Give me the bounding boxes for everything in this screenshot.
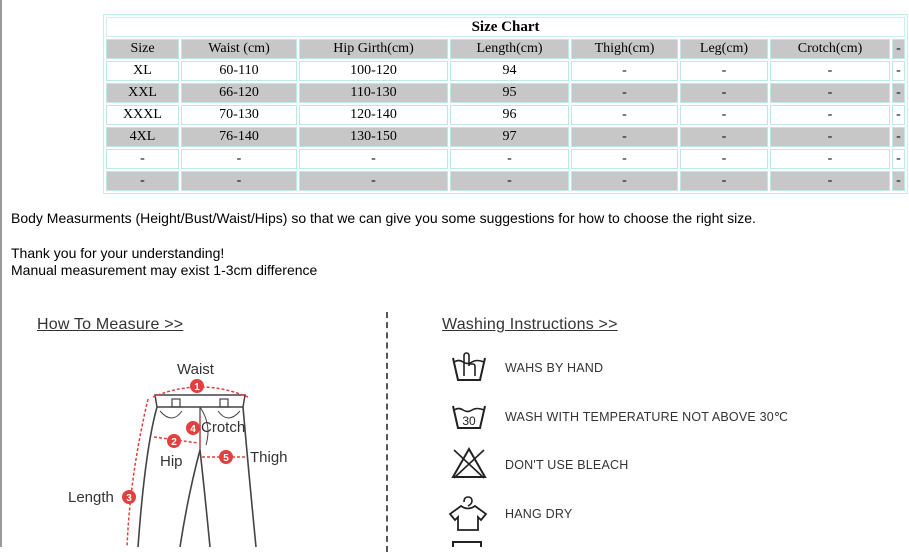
table-row	[106, 149, 905, 169]
table-cell: -	[450, 171, 569, 191]
table-row	[106, 127, 905, 147]
marker-1: 1	[194, 382, 200, 393]
marker-4: 4	[190, 424, 196, 435]
table-cell: -	[770, 149, 890, 169]
table-cell: -	[892, 171, 905, 191]
table-cell: -	[571, 149, 678, 169]
size-chart-header-cell: Hip Girth(cm)	[299, 39, 448, 59]
table-cell: -	[892, 127, 905, 147]
table-cell: -	[770, 61, 890, 81]
table-cell: 130-150	[299, 127, 448, 147]
table-cell: -	[181, 171, 297, 191]
table-cell: 96	[450, 105, 569, 125]
table-cell: -	[892, 61, 905, 81]
wash-label-temperature: WASH WITH TEMPERATURE NOT ABOVE 30℃	[505, 410, 789, 424]
wash-30-text: 30	[462, 414, 476, 428]
size-chart-header-cell: Waist (cm)	[181, 39, 297, 59]
table-cell: XXL	[106, 83, 179, 103]
table-cell: -	[680, 149, 768, 169]
table-cell: -	[450, 149, 569, 169]
size-chart-header-cell: Leg(cm)	[680, 39, 768, 59]
size-chart-table	[103, 14, 908, 194]
waist-label: Waist	[177, 361, 214, 378]
wash-label-hand: WAHS BY HAND	[505, 361, 604, 375]
wash-label-bleach: DON'T USE BLEACH	[505, 458, 629, 472]
table-cell: -	[680, 61, 768, 81]
hand-wash-icon	[450, 350, 488, 389]
difference-note: Manual measurement may exist 1-3cm difference	[11, 262, 318, 278]
crotch-label: Crotch	[201, 419, 246, 436]
table-cell: -	[106, 171, 179, 191]
table-cell: -	[680, 127, 768, 147]
table-cell: -	[571, 127, 678, 147]
marker-5: 5	[223, 453, 229, 464]
table-cell: -	[892, 105, 905, 125]
table-cell: -	[892, 83, 905, 103]
no-bleach-icon	[450, 446, 488, 485]
table-cell: -	[571, 83, 678, 103]
marker-3: 3	[126, 493, 132, 504]
body-measurements-note: Body Measurments (Height/Bust/Waist/Hips) so that we can give you some suggestions for how to choose the right size.	[11, 210, 756, 226]
table-cell: -	[770, 83, 890, 103]
table-cell: -	[680, 171, 768, 191]
table-cell: 95	[450, 83, 569, 103]
marker-2: 2	[171, 437, 177, 448]
left-border	[0, 0, 2, 547]
table-row	[106, 83, 905, 103]
table-cell: 94	[450, 61, 569, 81]
table-cell: -	[299, 149, 448, 169]
table-row	[106, 105, 905, 125]
table-row	[106, 171, 905, 191]
size-chart-header-cell: Thigh(cm)	[571, 39, 678, 59]
table-cell: -	[770, 105, 890, 125]
hip-label: Hip	[160, 453, 183, 470]
table-cell: -	[770, 171, 890, 191]
table-cell: -	[299, 171, 448, 191]
table-cell: 4XL	[106, 127, 179, 147]
table-cell: -	[680, 105, 768, 125]
wash-30-icon	[450, 398, 488, 437]
size-chart-title: Size Chart	[106, 17, 905, 37]
table-cell: 60-110	[181, 61, 297, 81]
how-to-measure-title: How To Measure >>	[37, 316, 184, 333]
size-chart-header-cell: Crotch(cm)	[770, 39, 890, 59]
size-chart-header-cell: Length(cm)	[450, 39, 569, 59]
table-cell: -	[571, 105, 678, 125]
table-cell: -	[571, 171, 678, 191]
section-divider	[386, 312, 388, 552]
table-cell: -	[680, 83, 768, 103]
table-cell: XL	[106, 61, 179, 81]
size-chart-header-cell: -	[892, 39, 905, 59]
thanks-note: Thank you for your understanding!	[11, 245, 225, 261]
table-row	[106, 61, 905, 81]
table-cell: 76-140	[181, 127, 297, 147]
table-cell: XXXL	[106, 105, 179, 125]
length-label: Length	[68, 489, 114, 506]
table-cell: 66-120	[181, 83, 297, 103]
table-cell: -	[571, 61, 678, 81]
wash-label-hang: HANG DRY	[505, 507, 573, 521]
table-cell: 100-120	[299, 61, 448, 81]
table-cell: 110-130	[299, 83, 448, 103]
hang-dry-icon	[448, 494, 488, 537]
table-cell: -	[181, 149, 297, 169]
table-cell: 97	[450, 127, 569, 147]
size-chart-header-row	[106, 39, 905, 59]
washing-instructions-title: Washing Instructions >>	[442, 316, 618, 333]
table-cell: 120-140	[299, 105, 448, 125]
size-chart-header-cell: Size	[106, 39, 179, 59]
table-cell: 70-130	[181, 105, 297, 125]
table-cell: -	[770, 127, 890, 147]
thigh-label: Thigh	[250, 449, 288, 466]
table-cell: -	[892, 149, 905, 169]
cropped-care-icon	[452, 541, 482, 547]
table-cell: -	[106, 149, 179, 169]
